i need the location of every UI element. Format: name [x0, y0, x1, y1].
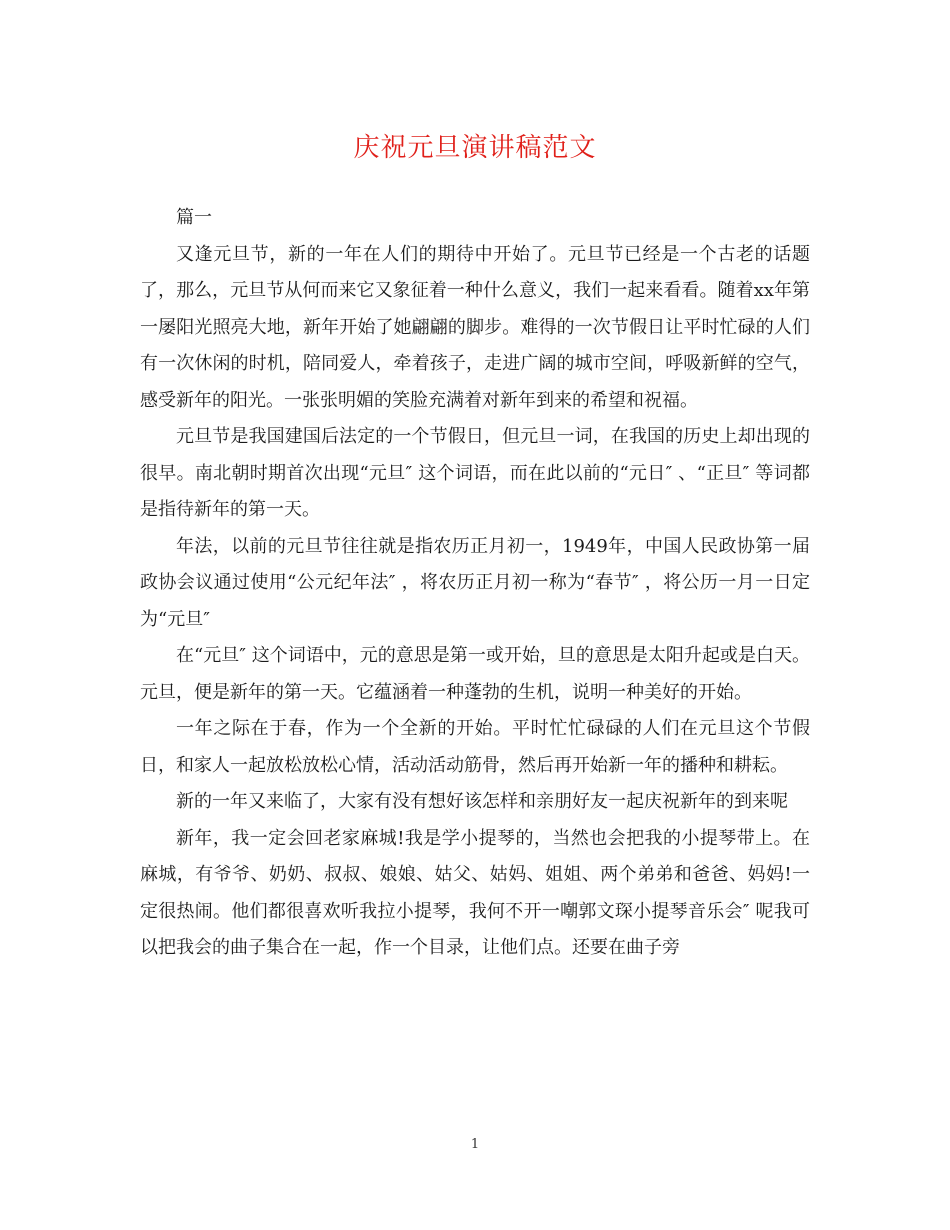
- paragraph: 年法，以前的元旦节往往就是指农历正月初一，1949年，中国人民政协第一届政协会议通过使用“公元纪年法″ ，将农历正月初一称为“春节″ ，将公历一月一日定为“元旦″: [140, 535, 810, 630]
- paragraph: 新的一年又来临了，大家有没有想好该怎样和亲朋好友一起庆祝新年的到来呢: [176, 791, 788, 812]
- paragraph: 新年，我一定会回老家麻城!我是学小提琴的，当然也会把我的小提琴带上。在麻城，有爷爷、奶奶、叔叔、娘娘、姑父、姑妈、姐姐、两个弟弟和爸爸、妈妈!一定很热闹。他们都很喜欢听我拉小提琴，我何不开一嘲郭文琛小提琴音乐会″ 呢我可以把我会的曲子集合在一起，作一个目录，让他们点。还要在曲子旁: [140, 827, 810, 958]
- paragraph: 元旦节是我国建国后法定的一个节假日，但元旦一词，在我国的历史上却出现的很早。南北朝时期首次出现“元旦″ 这个词语，而在此以前的“元日″ 、“正旦″ 等词都是指待新年的第一天。: [140, 426, 810, 520]
- paragraph: 又逢元旦节，新的一年在人们的期待中开始了。元旦节已经是一个古老的话题了，那么，元旦节从何而来它又象征着一种什么意义，我们一起来看看。随着xx年第一屡阳光照亮大地，新年开始了她翩翩的脚步。难得的一次节假日让平时忙碌的人们有一次休闲的时机，陪同爱人，牵着孩子，走进广阔的城市空间，呼吸新鲜的空气，感受新年的阳光。一张张明媚的笑脸充满着对新年到来的希望和祝福。: [140, 243, 810, 411]
- document-title: 庆祝元旦演讲稿范文: [353, 133, 597, 163]
- paragraph: 一年之际在于春，作为一个全新的开始。平时忙忙碌碌的人们在元旦这个节假日，和家人一起放松放松心情，活动活动筋骨，然后再开始新一年的播种和耕耘。: [140, 718, 810, 776]
- document-body: [140, 200, 810, 967]
- section-heading: 篇一: [176, 207, 212, 228]
- page-number: 1: [470, 1137, 480, 1152]
- paragraph: 在“元旦″ 这个词语中，元的意思是第一或开始，旦的意思是太阳升起或是白天。元旦，便是新年的第一天。它蕴涵着一种蓬勃的生机，说明一种美好的开始。: [140, 645, 810, 703]
